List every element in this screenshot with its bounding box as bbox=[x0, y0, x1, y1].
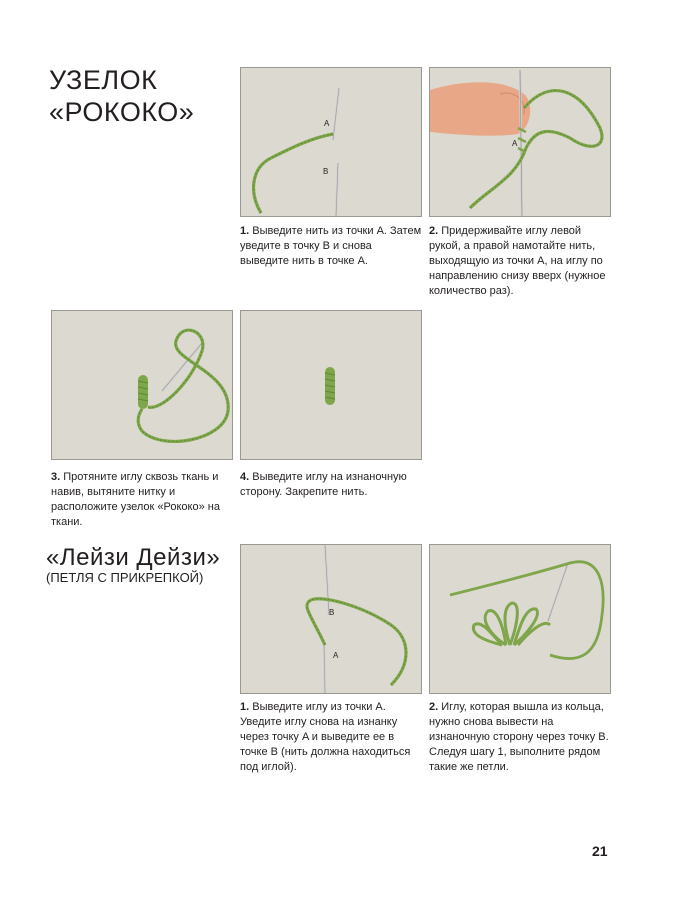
point-label-b: B bbox=[329, 608, 335, 617]
point-label-a: A bbox=[333, 651, 339, 660]
step-caption-4 bbox=[240, 470, 422, 500]
step-number: 1. bbox=[240, 701, 250, 713]
point-label-a: A bbox=[512, 139, 518, 148]
step-text: Иглу, которая вышла из кольца, нужно снова вывести на изнаночную сторону через точку B. Следуя шагу 1, выполните рядом такие же петли. bbox=[429, 701, 609, 773]
step-number: 2. bbox=[429, 701, 439, 713]
section-title-line1: УЗЕЛОК bbox=[49, 65, 158, 95]
step-caption-daisy-1 bbox=[240, 700, 422, 775]
step-caption-3 bbox=[51, 470, 233, 530]
section-title-line2: «РОКОКО» bbox=[49, 97, 195, 127]
page-number: 21 bbox=[592, 843, 608, 859]
section-title-lazy-daisy: «Лейзи Дейзи» bbox=[46, 544, 221, 571]
step-text: Выведите нить из точки A. Затем уведите в точку B и снова выведите нить в точке A. bbox=[240, 225, 422, 267]
step-text: Выведите иглу на изнаночную сторону. Закрепите нить. bbox=[240, 471, 407, 498]
step-caption-1 bbox=[240, 224, 422, 269]
step-number: 2. bbox=[429, 225, 439, 237]
step-caption-2 bbox=[429, 224, 611, 299]
step-text: Протяните иглу сквозь ткань и навив, вытяните нитку и расположите узелок «Рококо» на ткани. bbox=[51, 471, 220, 528]
step-photo-rococo-1 bbox=[240, 67, 422, 217]
step-photo-rococo-2 bbox=[429, 67, 611, 217]
step-photo-rococo-3 bbox=[51, 310, 233, 460]
point-label-b: B bbox=[323, 167, 329, 176]
step-text: Придерживайте иглу левой рукой, а правой намотайте нить, выходящую из точки A, на иглу по направлению снизу вверх (нужное количество раз). bbox=[429, 225, 606, 297]
step-photo-rococo-4 bbox=[240, 310, 422, 460]
step-number: 3. bbox=[51, 471, 61, 483]
step-number: 1. bbox=[240, 225, 250, 237]
step-photo-daisy-2 bbox=[429, 544, 611, 694]
step-photo-daisy-1 bbox=[240, 544, 422, 694]
step-caption-daisy-2 bbox=[429, 700, 611, 775]
step-text: Выведите иглу из точки A. Уведите иглу снова на изнанку через точку A и выведите ее в точке B (нить должна находиться под иглой). bbox=[240, 701, 411, 773]
section-title-rococo bbox=[49, 64, 194, 128]
point-label-a: A bbox=[324, 119, 330, 128]
step-number: 4. bbox=[240, 471, 250, 483]
section-subtitle: (ПЕТЛЯ С ПРИКРЕПКОЙ) bbox=[46, 570, 204, 585]
